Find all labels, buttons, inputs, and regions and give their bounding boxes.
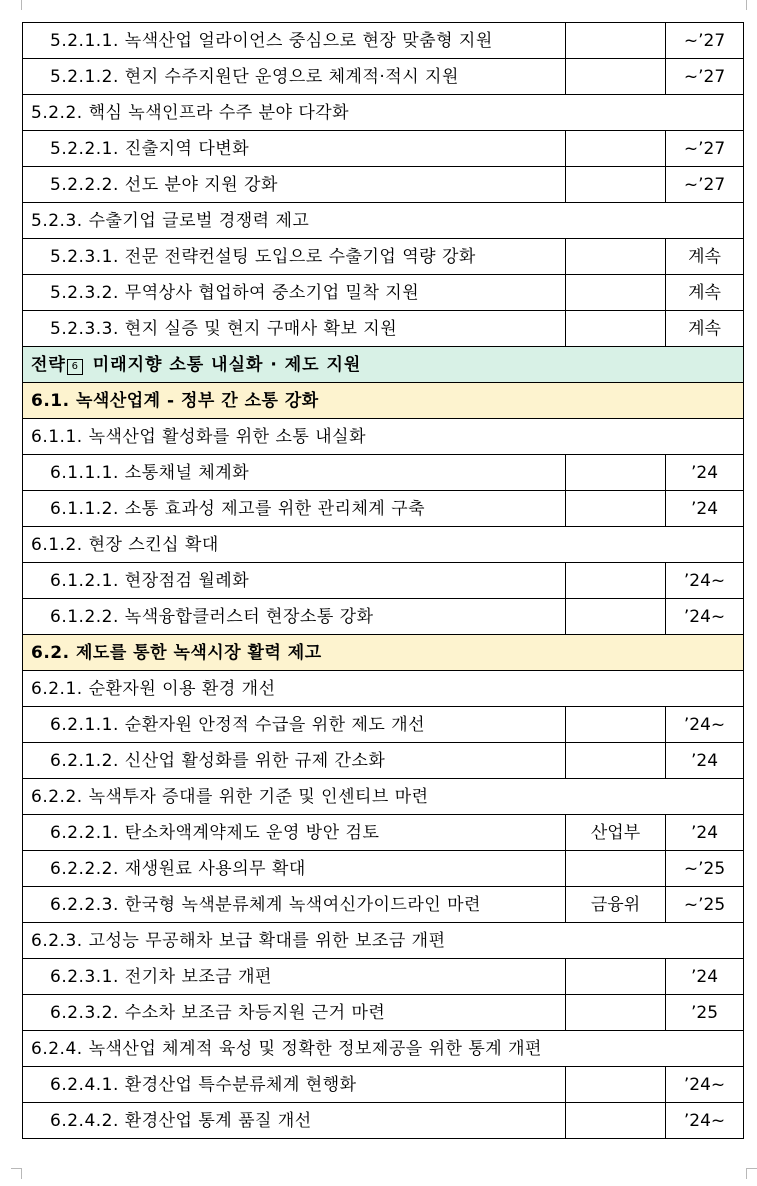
schedule-year: ~’27 <box>666 131 744 167</box>
task-label: 6.2.4.1. 환경산업 특수분류체계 현행화 <box>23 1067 566 1103</box>
responsible-agency <box>566 743 666 779</box>
schedule-year: ’24 <box>666 491 744 527</box>
responsible-agency <box>566 167 666 203</box>
subsection-row <box>23 527 744 563</box>
task-row <box>23 599 744 635</box>
schedule-year: ’24~ <box>666 1067 744 1103</box>
task-row <box>23 455 744 491</box>
responsible-agency <box>566 1103 666 1139</box>
subsection-label: 6.2.4. 녹색산업 체계적 육성 및 정확한 정보제공을 위한 통계 개편 <box>23 1031 744 1067</box>
subsection-label: 6.2.3. 고성능 무공해차 보급 확대를 위한 보조금 개편 <box>23 923 744 959</box>
task-label: 6.2.1.1. 순환자원 안정적 수급을 위한 제도 개선 <box>23 707 566 743</box>
task-label: 6.1.2.1. 현장점검 월례화 <box>23 563 566 599</box>
page-corner-mark <box>746 1168 757 1179</box>
responsible-agency <box>566 563 666 599</box>
schedule-year: ~’25 <box>666 887 744 923</box>
task-label: 6.2.3.1. 전기차 보조금 개편 <box>23 959 566 995</box>
task-row <box>23 887 744 923</box>
responsible-agency <box>566 131 666 167</box>
section-label: 6.1. 녹색산업계 - 정부 간 소통 강화 <box>23 383 744 419</box>
schedule-year: ’24 <box>666 455 744 491</box>
task-label: 5.2.2.1. 진출지역 다변화 <box>23 131 566 167</box>
task-label: 5.2.3.3. 현지 실증 및 현지 구매사 확보 지원 <box>23 311 566 347</box>
task-label: 5.2.3.1. 전문 전략컨설팅 도입으로 수출기업 역량 강화 <box>23 239 566 275</box>
task-label: 6.2.1.2. 신산업 활성화를 위한 규제 간소화 <box>23 743 566 779</box>
task-label: 6.2.2.3. 한국형 녹색분류체계 녹색여신가이드라인 마련 <box>23 887 566 923</box>
schedule-year: ’24~ <box>666 563 744 599</box>
task-row <box>23 959 744 995</box>
responsible-agency: 금융위 <box>566 887 666 923</box>
subsection-row <box>23 923 744 959</box>
task-plan-table <box>22 22 744 1139</box>
responsible-agency <box>566 491 666 527</box>
task-label: 5.2.3.2. 무역상사 협업하여 중소기업 밀착 지원 <box>23 275 566 311</box>
responsible-agency <box>566 959 666 995</box>
responsible-agency <box>566 995 666 1031</box>
responsible-agency <box>566 23 666 59</box>
schedule-year: ’24~ <box>666 707 744 743</box>
section-header-row <box>23 383 744 419</box>
task-label: 5.2.2.2. 선도 분야 지원 강화 <box>23 167 566 203</box>
subsection-label: 5.2.3. 수출기업 글로벌 경쟁력 제고 <box>23 203 744 239</box>
responsible-agency <box>566 239 666 275</box>
task-row <box>23 707 744 743</box>
schedule-year: ’25 <box>666 995 744 1031</box>
schedule-year: ’24~ <box>666 599 744 635</box>
responsible-agency <box>566 851 666 887</box>
task-label: 5.2.1.1. 녹색산업 얼라이언스 중심으로 현장 맞춤형 지원 <box>23 23 566 59</box>
schedule-year: 계속 <box>666 239 744 275</box>
subsection-row <box>23 1031 744 1067</box>
schedule-year: ~’27 <box>666 167 744 203</box>
schedule-year: ’24 <box>666 959 744 995</box>
subsection-row <box>23 203 744 239</box>
page-corner-mark <box>11 0 22 10</box>
task-label: 5.2.1.2. 현지 수주지원단 운영으로 체계적·적시 지원 <box>23 59 566 95</box>
section-header-row <box>23 635 744 671</box>
task-label: 6.2.2.1. 탄소차액계약제도 운영 방안 검토 <box>23 815 566 851</box>
strategy-prefix: 전략 <box>31 354 66 375</box>
task-row <box>23 563 744 599</box>
page-corner-mark <box>746 0 757 10</box>
schedule-year: ~’25 <box>666 851 744 887</box>
responsible-agency <box>566 599 666 635</box>
task-row <box>23 59 744 95</box>
strategy-header-row <box>23 347 744 383</box>
strategy-title: 미래지향 소통 내실화 · 제도 지원 <box>92 354 362 375</box>
responsible-agency <box>566 59 666 95</box>
responsible-agency <box>566 311 666 347</box>
task-plan-body <box>23 23 744 1139</box>
task-label: 6.1.1.1. 소통채널 체계화 <box>23 455 566 491</box>
task-label: 6.1.2.2. 녹색융합클러스터 현장소통 강화 <box>23 599 566 635</box>
task-label: 6.1.1.2. 소통 효과성 제고를 위한 관리체계 구축 <box>23 491 566 527</box>
schedule-year: ’24~ <box>666 1103 744 1139</box>
schedule-year: ’24 <box>666 743 744 779</box>
subsection-row <box>23 779 744 815</box>
strategy-number-badge: 6 <box>67 359 83 375</box>
task-label: 6.2.4.2. 환경산업 통계 품질 개선 <box>23 1103 566 1139</box>
strategy-header <box>23 347 744 383</box>
schedule-year: ~’27 <box>666 23 744 59</box>
task-label: 6.2.2.2. 재생원료 사용의무 확대 <box>23 851 566 887</box>
task-row <box>23 815 744 851</box>
task-row <box>23 131 744 167</box>
responsible-agency <box>566 1067 666 1103</box>
task-row <box>23 743 744 779</box>
subsection-row <box>23 671 744 707</box>
task-row <box>23 1103 744 1139</box>
subsection-label: 6.1.2. 현장 스킨십 확대 <box>23 527 744 563</box>
subsection-label: 5.2.2. 핵심 녹색인프라 수주 분야 다각화 <box>23 95 744 131</box>
schedule-year: ’24 <box>666 815 744 851</box>
subsection-row <box>23 419 744 455</box>
task-label: 6.2.3.2. 수소차 보조금 차등지원 근거 마련 <box>23 995 566 1031</box>
task-row <box>23 851 744 887</box>
task-row <box>23 995 744 1031</box>
task-row <box>23 491 744 527</box>
subsection-label: 6.1.1. 녹색산업 활성화를 위한 소통 내실화 <box>23 419 744 455</box>
task-row <box>23 167 744 203</box>
task-row <box>23 239 744 275</box>
responsible-agency: 산업부 <box>566 815 666 851</box>
task-row <box>23 1067 744 1103</box>
subsection-row <box>23 95 744 131</box>
responsible-agency <box>566 275 666 311</box>
task-row <box>23 311 744 347</box>
section-label: 6.2. 제도를 통한 녹색시장 활력 제고 <box>23 635 744 671</box>
subsection-label: 6.2.2. 녹색투자 증대를 위한 기준 및 인센티브 마련 <box>23 779 744 815</box>
responsible-agency <box>566 455 666 491</box>
task-row <box>23 275 744 311</box>
subsection-label: 6.2.1. 순환자원 이용 환경 개선 <box>23 671 744 707</box>
schedule-year: ~’27 <box>666 59 744 95</box>
schedule-year: 계속 <box>666 311 744 347</box>
responsible-agency <box>566 707 666 743</box>
schedule-year: 계속 <box>666 275 744 311</box>
task-row <box>23 23 744 59</box>
page-corner-mark <box>11 1168 22 1179</box>
